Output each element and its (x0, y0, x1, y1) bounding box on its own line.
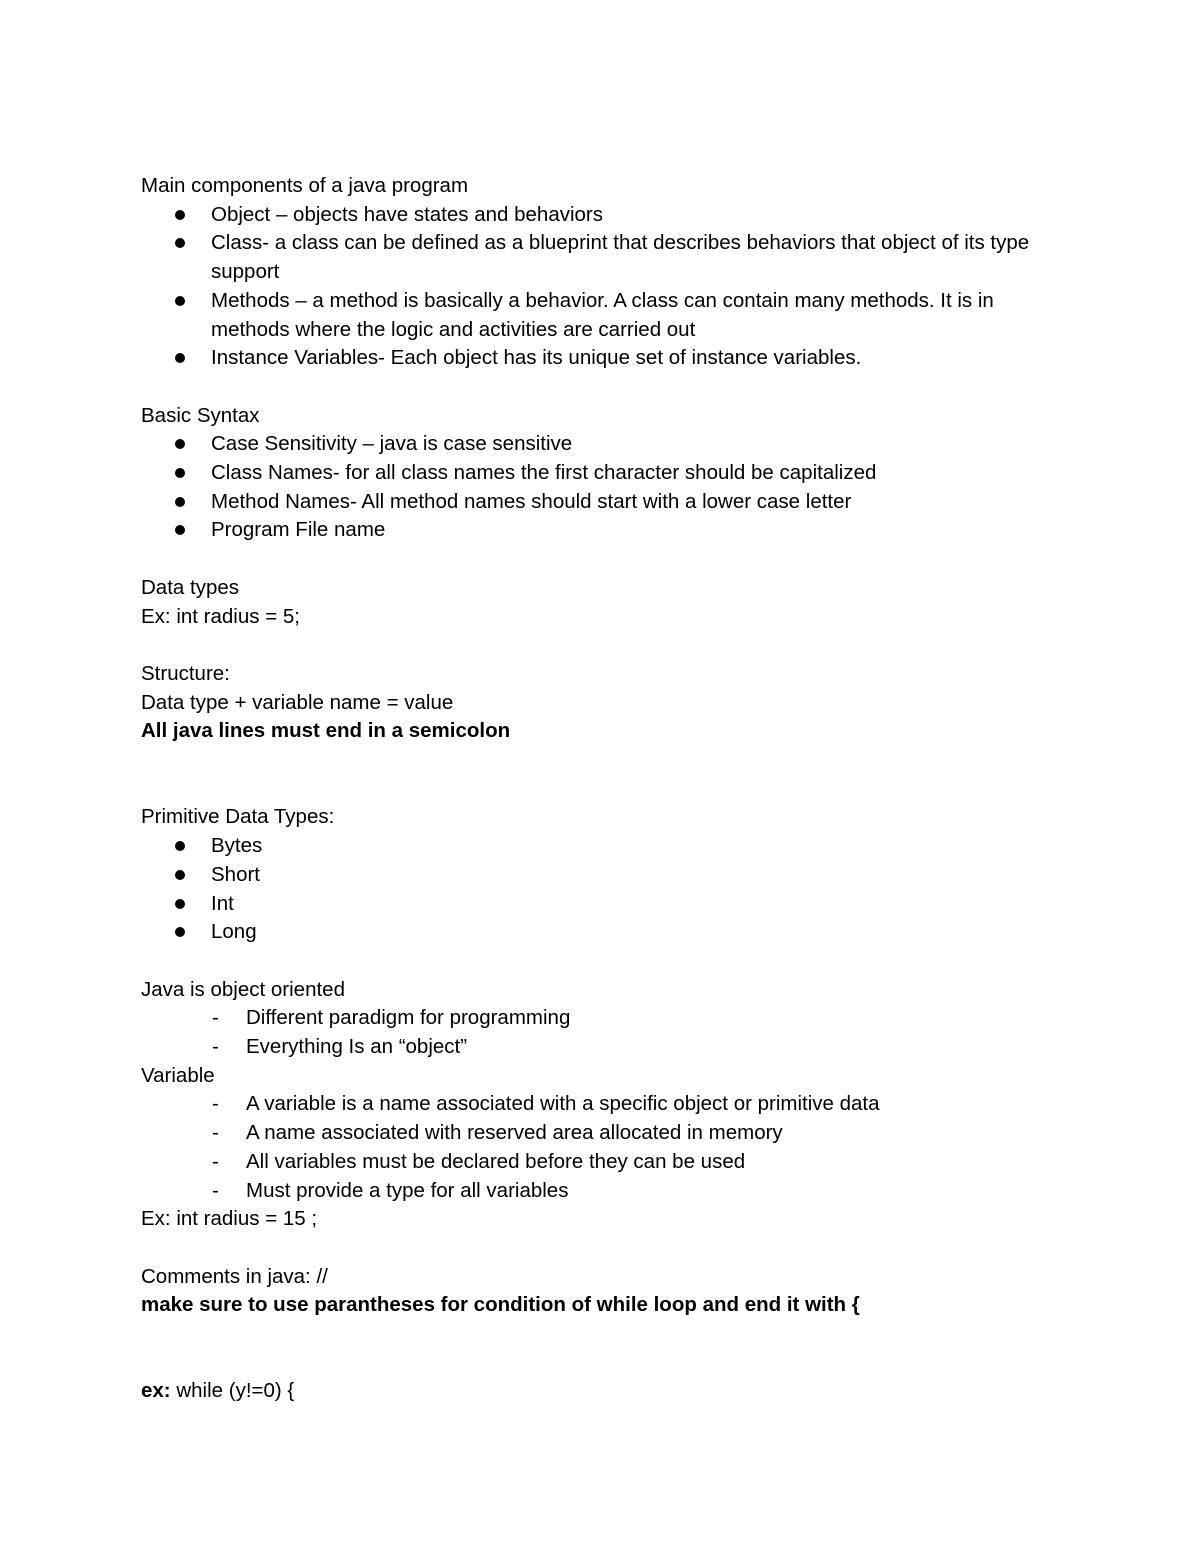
bullet-icon (175, 841, 185, 851)
list-item: Instance Variables- Each object has its unique set of instance variables. (141, 344, 1061, 373)
dash-icon: - (212, 1092, 219, 1116)
example-code: while (y!=0) { (170, 1379, 295, 1403)
section-heading-comments: Comments in java: // (141, 1264, 328, 1288)
list-item: Method Names- All method names should start with a lower case letter (141, 488, 1061, 517)
bullet-icon (175, 525, 185, 535)
list-item: - A name associated with reserved area allocated in memory (141, 1119, 1061, 1148)
variable-example: Ex: int radius = 15 ; (141, 1207, 318, 1231)
variable-list (141, 1090, 1061, 1205)
list-item: Object – objects have states and behaviors (141, 201, 1061, 230)
spacer (141, 373, 1061, 402)
basic-syntax-list (141, 430, 1061, 545)
dash-icon: - (212, 1035, 219, 1059)
section-heading-object-oriented: Java is object oriented (141, 977, 345, 1001)
list-item: Short (141, 861, 1061, 890)
list-item: Methods – a method is basically a behavior. A class can contain many methods. It is in methods where the logic and activities are carried out (141, 287, 1061, 344)
bullet-icon (175, 210, 185, 220)
dash-icon: - (212, 1121, 219, 1145)
bullet-icon (175, 238, 185, 248)
list-item: Class- a class can be defined as a blueprint that describes behaviors that object of its type support (141, 229, 1061, 286)
data-types-example: Ex: int radius = 5; (141, 604, 300, 628)
bullet-icon (175, 899, 185, 909)
list-item: Bytes (141, 832, 1061, 861)
spacer (141, 1234, 1061, 1263)
list-item: Program File name (141, 516, 1061, 545)
object-oriented-list (141, 1004, 1061, 1061)
bullet-icon (175, 439, 185, 449)
spacer (141, 746, 1061, 803)
section-heading-basic-syntax: Basic Syntax (141, 403, 260, 427)
section-heading-main-components: Main components of a java program (141, 174, 469, 197)
structure-line: Data type + variable name = value (141, 690, 454, 714)
dash-icon: - (212, 1006, 219, 1030)
section-heading-primitive-types: Primitive Data Types: (141, 805, 335, 829)
section-heading-structure: Structure: (141, 661, 230, 685)
bullet-icon (175, 296, 185, 306)
bullet-icon (175, 870, 185, 880)
dash-icon: - (212, 1178, 219, 1202)
section-heading-variable: Variable (141, 1063, 215, 1087)
spacer (141, 631, 1061, 660)
list-item: - A variable is a name associated with a specific object or primitive data (141, 1090, 1061, 1119)
while-loop-rule: make sure to use parantheses for condition of while loop and end it with { (141, 1293, 860, 1317)
list-item: - Different paradigm for programming (141, 1004, 1061, 1033)
list-item: Class Names- for all class names the first character should be capitalized (141, 459, 1061, 488)
list-item: - Everything Is an “object” (141, 1033, 1061, 1062)
list-item: Case Sensitivity – java is case sensitive (141, 430, 1061, 459)
section-heading-data-types: Data types (141, 575, 239, 599)
bullet-icon (175, 927, 185, 937)
while-loop-example (141, 1377, 1061, 1406)
list-item: Long (141, 918, 1061, 947)
semicolon-rule: All java lines must end in a semicolon (141, 719, 511, 743)
example-label: ex: (141, 1379, 171, 1403)
list-item: - Must provide a type for all variables (141, 1177, 1061, 1206)
bullet-icon (175, 353, 185, 363)
dash-icon: - (212, 1149, 219, 1173)
primitive-types-list (141, 832, 1061, 947)
list-item: - All variables must be declared before they can be used (141, 1148, 1061, 1177)
main-components-list (141, 201, 1061, 373)
list-item: Int (141, 890, 1061, 919)
bullet-icon (175, 468, 185, 478)
spacer (141, 1320, 1061, 1377)
bullet-icon (175, 497, 185, 507)
spacer (141, 545, 1061, 574)
document-body (141, 172, 1061, 1406)
spacer (141, 947, 1061, 976)
